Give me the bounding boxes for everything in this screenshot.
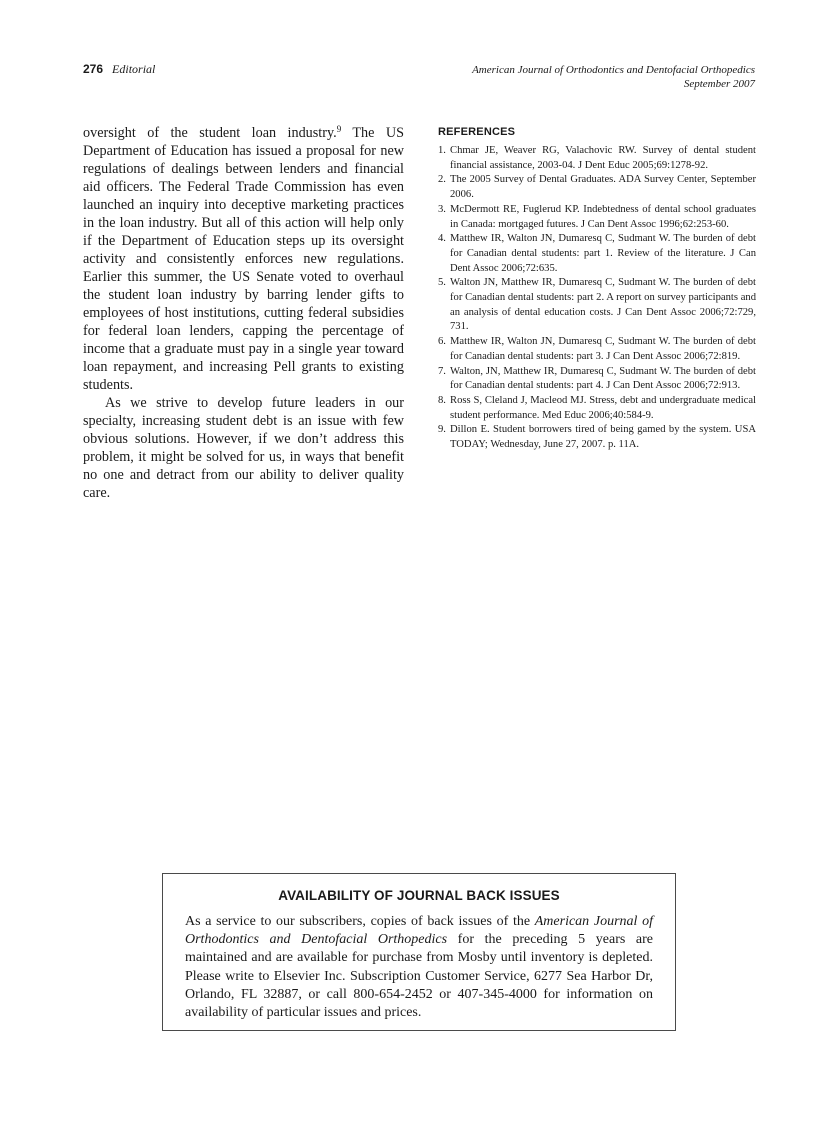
body-column (83, 124, 404, 502)
reference-number: 3. (438, 203, 446, 215)
section-name: Editorial (112, 62, 156, 76)
reference-item (438, 232, 756, 276)
citation-superscript: 9 (336, 124, 342, 134)
references-list (438, 144, 756, 453)
reference-number: 5. (438, 277, 446, 289)
reference-number: 8. (438, 394, 446, 406)
reference-item (438, 394, 756, 423)
reference-item (438, 203, 756, 232)
body-paragraph-1 (83, 124, 404, 394)
reference-text: McDermott RE, Fuglerud KP. Indebtedness of dental school graduates in Canada: mortgaged futures. J Can Dent Assoc 1996;62:253-60. (450, 203, 756, 230)
references-heading: REFERENCES (438, 126, 516, 138)
notice-title: AVAILABILITY OF JOURNAL BACK ISSUES (278, 888, 560, 903)
notice-body (185, 913, 653, 1022)
notice-text: for the preceding 5 years are maintained and are available for purchase from Mosby until inventory is depleted. Please write to Elsevier Inc. Subscription Customer Service, 6277 Sea Harbor Dr, Orlando, FL 32887, or call 800-654-2452 or 407-345-4000 for information on availability of particular issues and prices. (185, 932, 654, 1021)
back-issues-notice (162, 873, 676, 1031)
reference-text: The 2005 Survey of Dental Graduates. ADA Survey Center, September 2006. (450, 174, 756, 201)
reference-text: Matthew IR, Walton JN, Dumaresq C, Sudmant W. The burden of debt for Canadian dental students: part 3. J Can Dent Assoc 2006;72:819. (450, 336, 756, 362)
references-section (438, 124, 756, 453)
reference-text: Walton JN, Matthew IR, Dumaresq C, Sudmant W. The burden of debt for Canadian dental students: part 2. A report on survey participants and an analysis of dental education costs. J Can Dent Assoc 2006;72:729, 731. (450, 277, 756, 333)
running-header-right (472, 63, 755, 91)
reference-number: 9. (438, 424, 446, 436)
reference-number: 6. (438, 336, 446, 348)
reference-text: Dillon E. Student borrowers tired of being gamed by the system. USA TODAY; Wednesday, June 27, 2007. p. 11A. (450, 424, 756, 451)
paragraph-text: oversight of the student loan industry. (83, 125, 337, 141)
reference-text: Chmar JE, Weaver RG, Valachovic RW. Survey of dental student financial assistance, 2003-04. J Dent Educ 2005;69:1278-92. (450, 145, 756, 171)
reference-text: Matthew IR, Walton JN, Dumaresq C, Sudmant W. The burden of debt for Canadian dental students: part 1. Review of the literature. J Can Dent Assoc 2006;72:635. (450, 233, 756, 274)
journal-name-italic: American Journal of Orthodontics and Dentofacial Orthopedics (185, 914, 653, 948)
reference-item (438, 365, 756, 394)
reference-number: 4. (438, 233, 446, 245)
running-header-left (83, 62, 155, 77)
reference-text: Walton, JN, Matthew IR, Dumaresq C, Sudmant W. The burden of debt for Canadian dental students: part 4. J Can Dent Assoc 2006;72:913. (450, 365, 756, 392)
paragraph-text: The US Department of Education has issued a proposal for new regulations of dealings between lenders and financial aid officers. The Federal Trade Commission has even launched an inquiry into deceptive marketing practices in the loan industry. But all of this action will help only if the Department of Education steps up its oversight activity and consistently enforces new regulations. Earlier this summer, the US Senate voted to overhaul the student loan industry by barring lender gifts to employees of host institutions, cutting federal subsidies for federal loan lenders, capping the percentage of income that a graduate must pay in a single year toward loan repayment, and increasing Pell grants to existing students. (83, 125, 404, 393)
journal-title: American Journal of Orthodontics and Dentofacial Orthopedics (472, 64, 755, 76)
reference-item (438, 423, 756, 452)
issue-date: September 2007 (683, 78, 755, 90)
notice-text: As a service to our subscribers, copies of back issues of the (185, 914, 535, 929)
reference-item (438, 173, 756, 202)
reference-text: Ross S, Cleland J, Macleod MJ. Stress, debt and undergraduate medical student performance. Med Educ 2006;40:584-9. (450, 394, 756, 421)
reference-number: 1. (438, 145, 446, 156)
body-paragraph-2: As we strive to develop future leaders in our specialty, increasing student debt is an issue with few obvious solutions. However, if we don’t address this problem, it might be solved for us, in ways that benefit no one and detract from our ability to deliver quality care. (83, 395, 404, 501)
reference-number: 2. (438, 174, 446, 186)
reference-item (438, 335, 756, 364)
reference-item (438, 144, 756, 173)
page-number: 276 (83, 62, 104, 76)
reference-item (438, 276, 756, 335)
reference-number: 7. (438, 365, 446, 377)
